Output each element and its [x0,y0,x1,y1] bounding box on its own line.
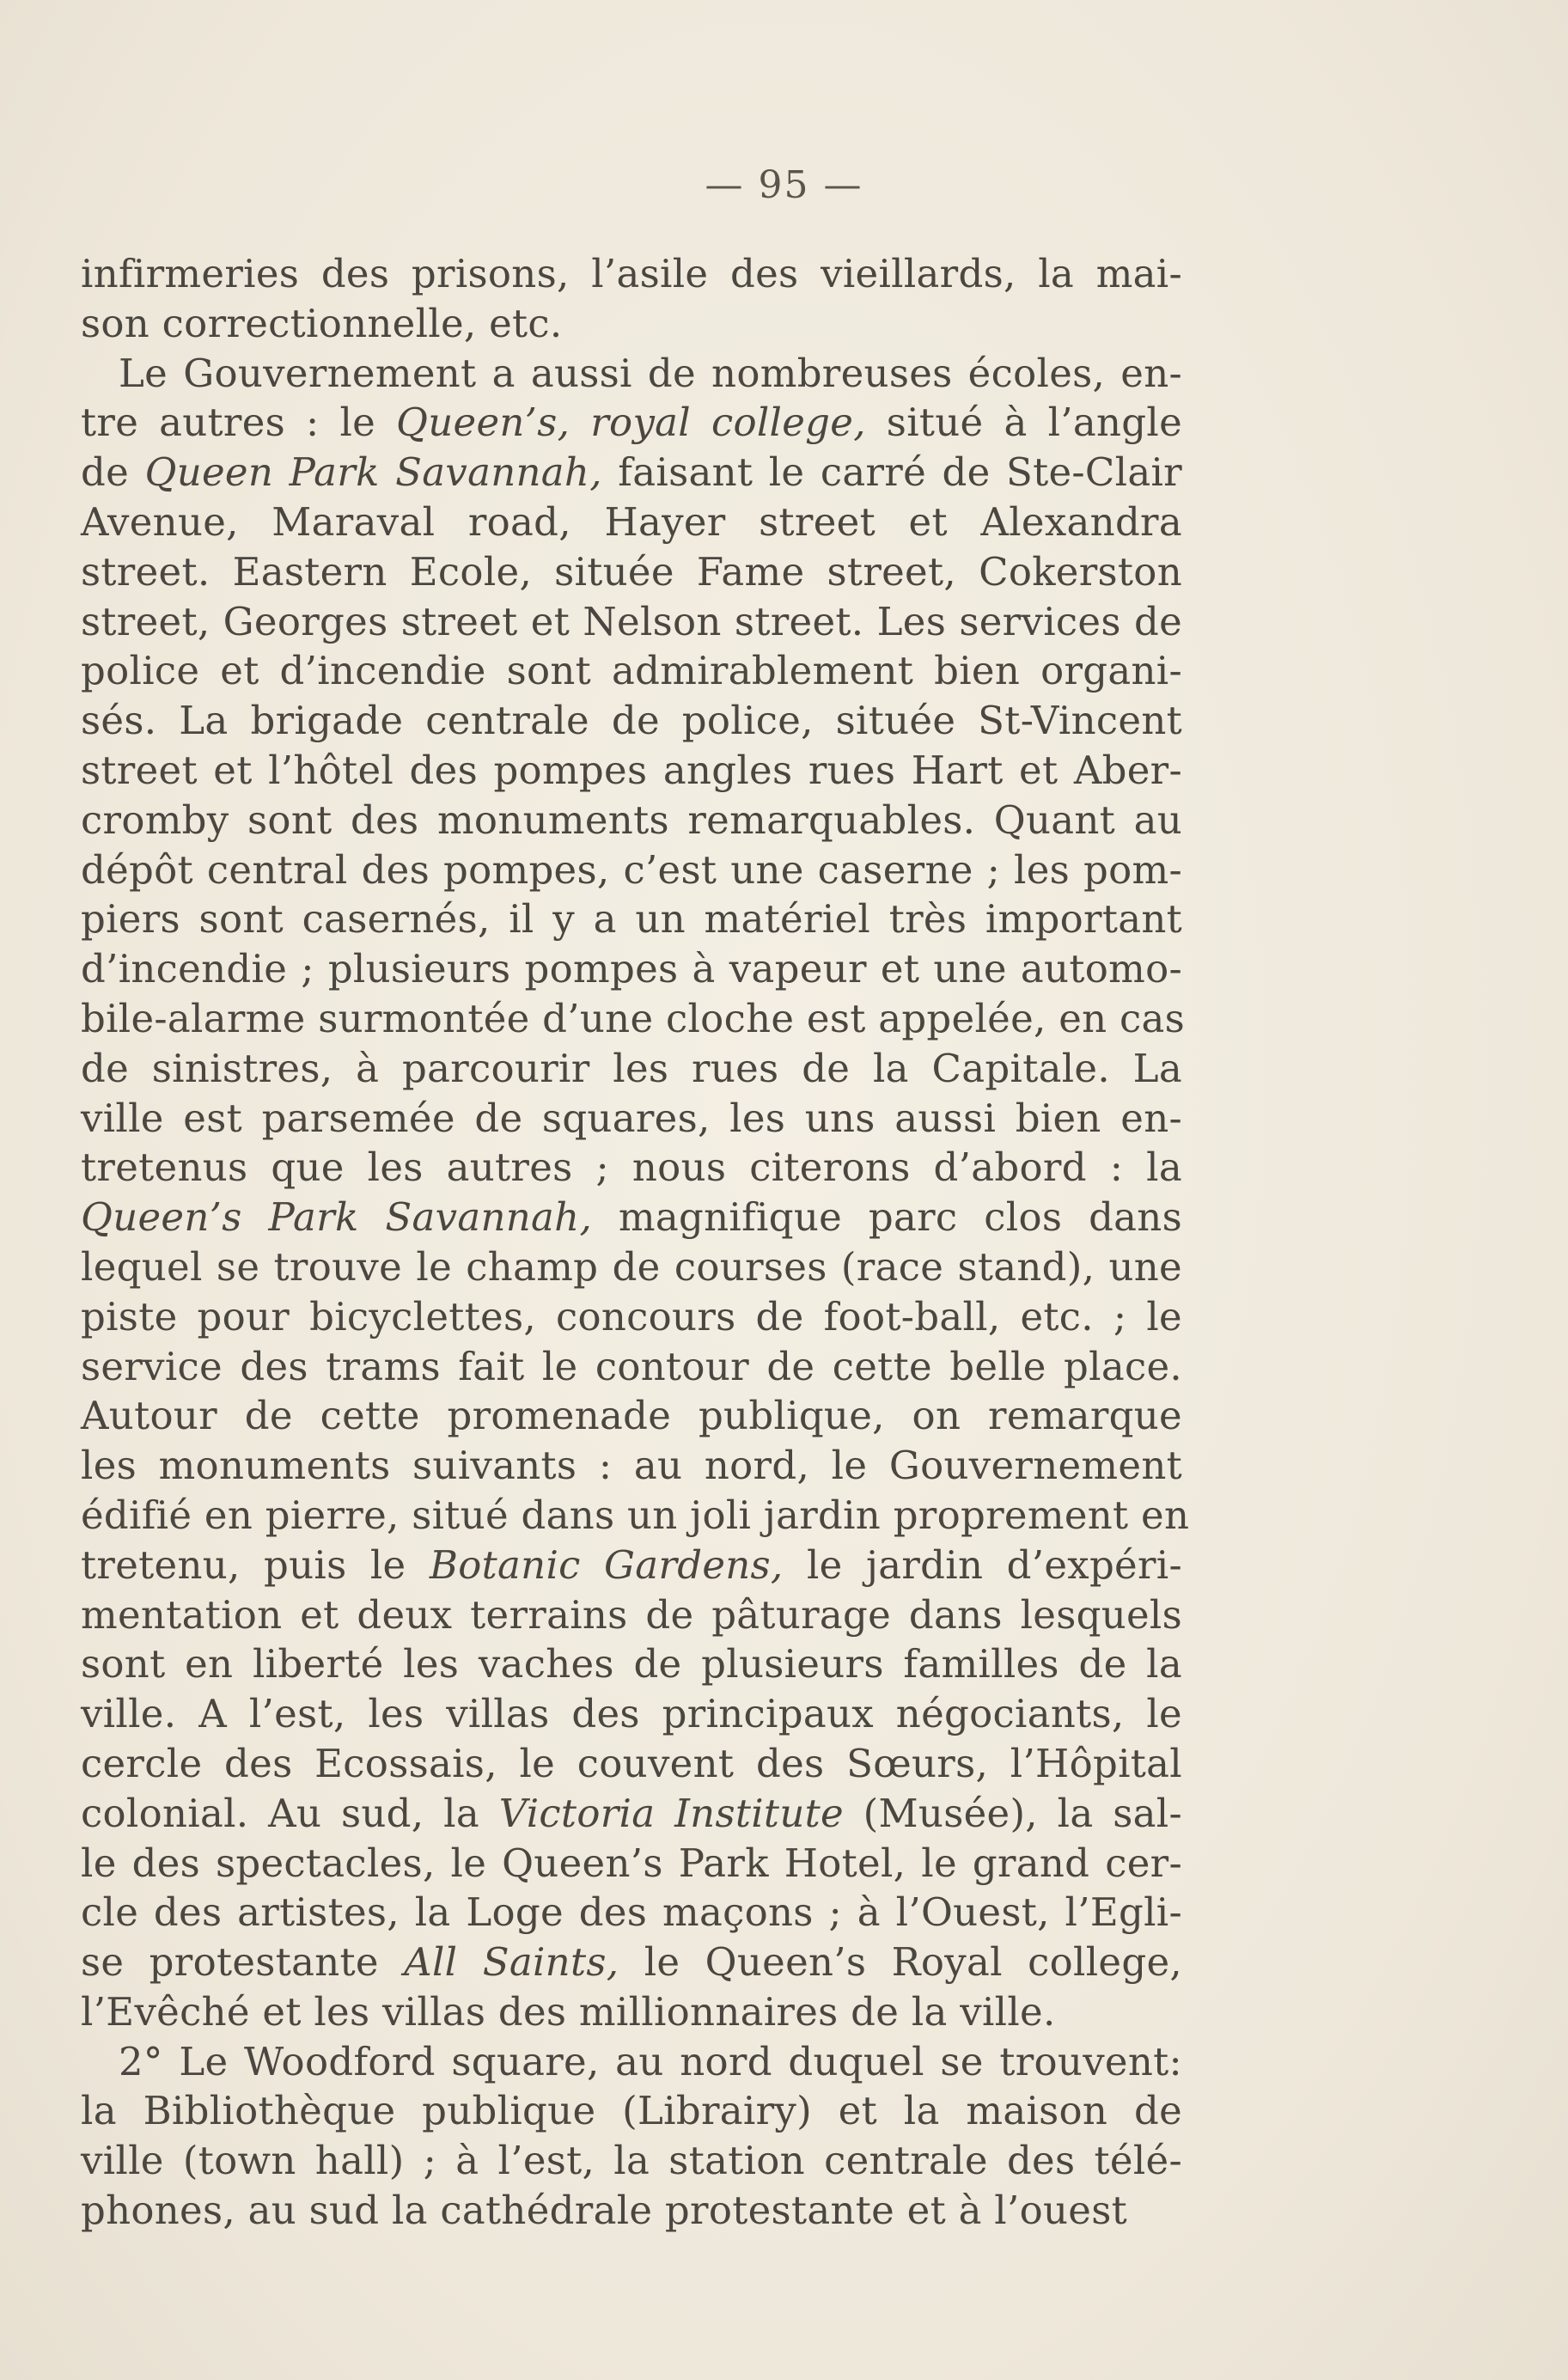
text-segment: de sinistres, à parcourir les rues de la Capitale. La [81,1045,1182,1091]
italic-text-segment: Queen Park Savannah, [144,449,602,496]
text-line [81,1143,1182,1193]
text-segment: sont en liberté les vaches de plusieurs familles de la [81,1641,1182,1687]
text-segment: son correctionnelle, etc. [81,300,563,346]
text-segment: street et l’hôtel des pompes angles rues Hart et Aber- [81,747,1182,793]
text-segment: faisant le carré de Ste-Clair [601,449,1182,496]
text-segment: 2° Le Woodford square, au nord duquel se trouvent: [119,2038,1182,2084]
text-line [81,1044,1182,1094]
text-line [81,845,1182,895]
text-line [81,2086,1182,2136]
text-line [81,1391,1182,1441]
text-line [81,2037,1182,2087]
text-segment: de [81,449,145,496]
text-line [81,1491,1190,1541]
text-segment: cromby sont des monuments remarquables. Quant au [81,796,1182,843]
text-segment: dépôt central des pompes, c’est une caserne ; les pom- [81,846,1182,893]
text-segment: la Bibliothèque publique (Librairy) et la maison de [81,2088,1182,2134]
text-line [81,796,1182,845]
text-line [81,1292,1182,1342]
text-segment: (Musée), la sal- [843,1790,1182,1836]
text-line [81,1242,1182,1292]
text-line [81,2186,1182,2236]
text-line [81,1839,1182,1889]
italic-text-segment: Botanic Gardens, [429,1541,784,1588]
text-segment: cercle des Ecossais, le couvent des Sœurs, l’Hôpital [81,1740,1182,1786]
text-segment: police et d’incendie sont admirablement bien organi- [81,648,1182,694]
text-segment: situé à l’angle [865,400,1183,446]
text-segment: d’incendie ; plusieurs pompes à vapeur et une automo- [81,946,1182,992]
text-segment: Avenue, Maraval road, Hayer street et Alexandra [81,498,1182,545]
text-line [81,1193,1182,1242]
text-segment: ville (town hall) ; à l’est, la station centrale des télé- [81,2138,1182,2184]
text-segment: les monuments suivants : au nord, le Gouvernement [81,1443,1182,1489]
text-line [81,249,1182,299]
text-line [81,1094,1182,1144]
text-segment: piste pour bicyclettes, concours de foot-ball, etc. ; le [81,1293,1182,1340]
text-line [81,2136,1182,2186]
text-segment: street, Georges street et Nelson street. Les services de [81,598,1182,644]
text-line [81,1789,1182,1839]
italic-text-segment: All Saints, [404,1939,619,1986]
text-segment: le jardin d’expéri- [783,1541,1182,1588]
text-segment: tretenus que les autres ; nous citerons d’abord : la [81,1144,1182,1191]
text-segment: mentation et deux terrains de pâturage dans lesquels [81,1591,1182,1638]
text-segment: édifié en pierre, situé dans un joli jardin proprement en [81,1492,1190,1538]
text-line [81,349,1182,399]
text-line [81,1639,1182,1689]
italic-text-segment: Queen’s, royal college, [396,400,866,446]
text-segment: Autour de cette promenade publique, on remarque [81,1393,1182,1439]
text-line [81,1590,1182,1640]
text-line [81,994,1186,1044]
text-line [81,746,1182,796]
italic-text-segment: Victoria Institute [498,1790,844,1836]
text-segment: l’Evêché et les villas des millionnaires de la ville. [81,1988,1056,2035]
text-segment: phones, au sud la cathédrale protestante et à l’ouest [81,2188,1127,2234]
text-segment: colonial. Au sud, la [81,1790,499,1836]
text-line [81,696,1182,746]
text-segment: tre autres : le [81,400,397,446]
text-line [81,1541,1182,1590]
text-segment: cle des artistes, la Loge des maçons ; à l’Ouest, l’Egli- [81,1889,1182,1936]
text-segment: Le Gouvernement a aussi de nombreuses écoles, en- [119,350,1182,396]
text-segment: ville. A l’est, les villas des principaux négociants, le [81,1691,1182,1737]
text-line [81,894,1182,944]
text-segment: piers sont casernés, il y a un matériel très important [81,896,1182,943]
text-line [81,597,1182,647]
text-segment: service des trams fait le contour de cette belle place. [81,1343,1182,1389]
text-line [81,1689,1182,1739]
text-segment: infirmeries des prisons, l’asile des vieillards, la mai- [81,251,1182,296]
text-line [81,1342,1182,1392]
text-segment: magnifique parc clos dans [592,1194,1182,1241]
page-number: — 95 — [705,163,863,207]
text-line [81,1888,1182,1938]
text-line [81,547,1182,597]
text-segment: tretenu, puis le [81,1541,430,1588]
text-segment: le Queen’s Royal college, [619,1939,1182,1986]
text-line [81,1987,1182,2037]
text-segment: bile-alarme surmontée d’une cloche est appelée, en cas [81,995,1186,1041]
text-segment: street. Eastern Ecole, située Fame street, Cokerston [81,548,1182,595]
text-line [81,398,1182,448]
text-line [81,299,1182,349]
text-line [81,1739,1182,1789]
text-line [81,646,1182,696]
italic-text-segment: Queen’s Park Savannah, [81,1194,593,1241]
text-segment: le des spectacles, le Queen’s Park Hotel, le grand cer- [81,1840,1182,1886]
text-line [81,1441,1182,1491]
text-line [81,944,1182,994]
text-segment: se protestante [81,1939,405,1986]
text-line [81,497,1182,547]
text-segment: ville est parsemée de squares, les uns aussi bien en- [81,1095,1182,1141]
text-line [81,1938,1182,1987]
body-text [81,249,1190,2236]
text-segment: sés. La brigade centrale de police, située St-Vincent [81,698,1182,744]
text-segment: lequel se trouve le champ de courses (race stand), une [81,1243,1182,1290]
text-line [81,448,1182,497]
